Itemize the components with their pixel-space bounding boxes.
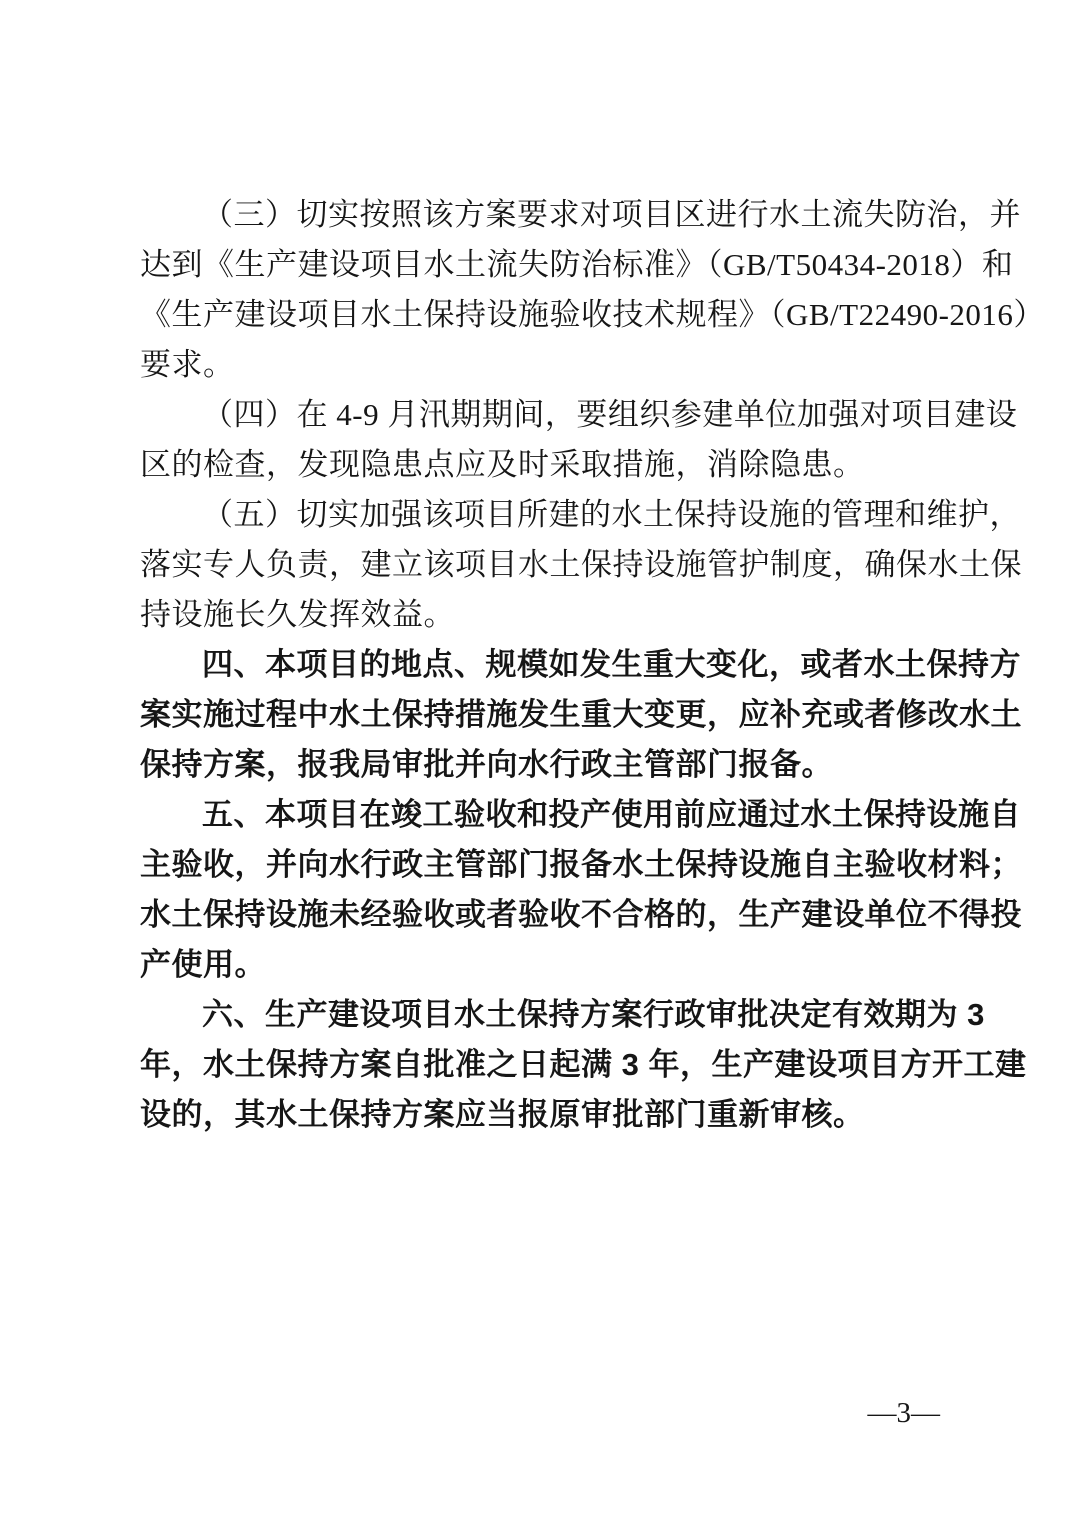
paragraph-article-4 (140, 640, 1022, 790)
text-line: 持设施长久发挥效益。 (140, 597, 455, 632)
text-line: 产使用。 (140, 947, 266, 982)
text-line: 达到《生产建设项目水土流失防治标准》（GB/T50434-2018）和 (140, 247, 1014, 282)
text-line: 五、本项目在竣工验收和投产使用前应通过水土保持设施自 (202, 797, 1021, 832)
text-line: 区的检查，发现隐患点应及时采取措施，消除隐患。 (140, 447, 865, 482)
text-line: 案实施过程中水土保持措施发生重大变更，应补充或者修改水土 (140, 697, 1022, 732)
paragraph-article-5 (140, 790, 1022, 990)
text-line: （四）在 4-9 月汛期期间，要组织参建单位加强对项目建设 (202, 397, 1018, 432)
text-line: 水土保持设施未经验收或者验收不合格的，生产建设单位不得投 (140, 897, 1022, 932)
text-line: 年，水土保持方案自批准之日起满 3 年，生产建设项目方开工建 (140, 1047, 1027, 1082)
text-line: 六、生产建设项目水土保持方案行政审批决定有效期为 3 (202, 997, 985, 1032)
paragraph-clause-4 (140, 390, 1018, 490)
text-line: （五）切实加强该项目所建的水土保持设施的管理和维护， (202, 497, 1021, 532)
paragraph-clause-3 (140, 190, 1045, 390)
text-line: 设的，其水土保持方案应当报原审批部门重新审核。 (140, 1097, 865, 1132)
paragraph-clause-5 (140, 490, 1022, 640)
text-line: 四、本项目的地点、规模如发生重大变化，或者水土保持方 (202, 647, 1021, 682)
text-line: 要求。 (140, 347, 235, 382)
document-body (140, 190, 1045, 1140)
text-line: 《生产建设项目水土保持设施验收技术规程》（GB/T22490-2016） (140, 297, 1045, 332)
text-line: 主验收，并向水行政主管部门报备水土保持设施自主验收材料； (140, 847, 1022, 882)
text-line: 落实专人负责，建立该项目水土保持设施管护制度，确保水土保 (140, 547, 1022, 582)
paragraph-article-6 (140, 990, 1027, 1140)
text-line: （三）切实按照该方案要求对项目区进行水土流失防治，并 (202, 197, 1021, 232)
text-line: 保持方案，报我局审批并向水行政主管部门报备。 (140, 747, 833, 782)
page-number: —3— (867, 1397, 940, 1429)
